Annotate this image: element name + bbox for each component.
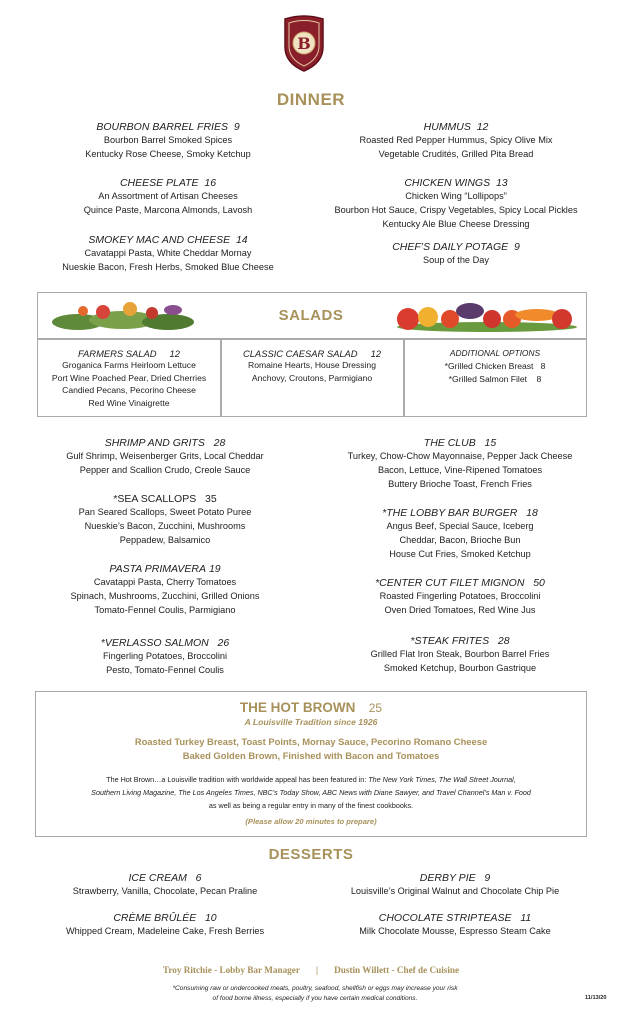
item-name: CHEESE PLATE — [119, 177, 199, 189]
option-line: *Grilled Chicken Breast 8 — [444, 361, 546, 371]
item-desc: Port Wine Poached Pear, Dried Cherries — [51, 372, 207, 383]
hot-brown-heading — [35, 699, 587, 717]
desserts-title: DESSERTS — [268, 846, 354, 863]
mains-left-column — [20, 437, 310, 677]
dinner-left-column — [28, 121, 308, 274]
item-name: ICE CREAM — [128, 872, 187, 884]
hot-brown-description — [40, 773, 582, 812]
desc-text: The New York Times, The Wall Street Journal, — [368, 775, 516, 784]
item-desc: Grilled Flat Iron Steak, Bourbon Barrel Fries — [370, 649, 550, 659]
item-price: 12 — [476, 121, 489, 133]
menu-item — [28, 177, 308, 234]
item-name: SMOKEY MAC AND CHEESE — [88, 234, 231, 246]
item-desc: Groganica Farms Heirloom Lettuce — [62, 360, 196, 370]
print-date: 11/13/20 — [585, 995, 607, 1001]
salad-item — [38, 348, 220, 409]
menu-item — [316, 121, 596, 177]
menu-item — [20, 912, 310, 938]
item-name: *STEAK FRITES — [410, 635, 490, 647]
disclaimer-line: of food borne illness, especially if you have certain medical conditions. — [212, 995, 418, 1002]
hot-brown-line: Baked Golden Brown, Finished with Bacon and Tomatoes — [182, 750, 440, 761]
item-desc: Spinach, Mushrooms, Zucchini, Grilled Onions — [70, 591, 260, 601]
item-desc: Cavatappi Pasta, White Cheddar Mornay — [84, 248, 252, 258]
item-price: 16 — [204, 177, 217, 189]
desc-text: The Hot Brown…a Louisville tradition with worldwide appeal has been featured in: — [106, 775, 369, 784]
disclaimer — [100, 984, 530, 1004]
menu-item — [20, 872, 310, 912]
crest-logo — [281, 13, 327, 73]
item-price: 19 — [208, 563, 221, 575]
item-desc: Kentucky Ale Blue Cheese Dressing — [382, 219, 530, 229]
option-line: *Grilled Salmon Filet 8 — [448, 373, 542, 384]
item-name: CLASSIC CAESAR SALAD — [242, 348, 358, 359]
menu-item — [310, 577, 610, 635]
item-desc: Bourbon Barrel Smoked Spices — [103, 135, 233, 145]
menu-item — [20, 493, 310, 563]
item-name: SHRIMP AND GRITS — [104, 437, 205, 449]
item-name: CHEF’S DAILY POTAGE — [392, 241, 509, 253]
item-name: CRÈME BRÛLÉE — [113, 912, 197, 924]
item-desc: Smoked Ketchup, Bourbon Gastrique — [383, 663, 537, 673]
item-desc: Louisville’s Original Walnut and Chocolate Chip Pie — [350, 886, 560, 896]
item-name: *SEA SCALLOPS — [113, 493, 197, 505]
vegetables-left-image — [48, 296, 198, 334]
desserts-right-column — [310, 872, 600, 938]
item-desc: Pan Seared Scallops, Sweet Potato Puree — [78, 507, 252, 517]
menu-item — [310, 507, 610, 577]
staff-line — [0, 965, 622, 975]
dinner-right-column — [316, 121, 596, 267]
menu-item — [28, 234, 308, 274]
item-desc: Bourbon Hot Sauce, Crispy Vegetables, Spicy Local Pickles — [334, 205, 578, 215]
chef-credit: Dustin Willett - Chef de Cuisine — [334, 965, 460, 975]
item-desc: Vegetable Crudités, Grilled Pita Bread — [378, 149, 534, 159]
disclaimer-line: *Consuming raw or undercooked meats, poultry, seafood, shellfish or eggs may increase your risk — [172, 985, 458, 992]
desc-text: as well as being a regular entry in many of the finest cookbooks. — [208, 801, 414, 810]
item-name: THE CLUB — [423, 437, 476, 449]
dinner-title: DINNER — [276, 90, 346, 109]
item-desc: Oven Dried Tomatoes, Red Wine Jus — [384, 605, 536, 615]
item-desc: Anchovy, Croutons, Parmigiano — [251, 372, 373, 383]
item-desc: Gulf Shrimp, Weisenberger Grits, Local Cheddar — [66, 451, 264, 461]
item-name: *CENTER CUT FILET MIGNON — [375, 577, 525, 589]
item-price: 35 — [204, 493, 217, 505]
item-desc: Nueskie’s Bacon, Zucchini, Mushrooms — [84, 521, 246, 531]
hot-brown-title: THE HOT BROWN — [239, 700, 356, 715]
item-desc: Cheddar, Bacon, Brioche Bun — [399, 535, 521, 545]
item-name: DERBY PIE — [419, 872, 476, 884]
item-desc: Milk Chocolate Mousse, Espresso Steam Cake — [359, 926, 551, 936]
hot-brown-note: (Please allow 20 minutes to prepare) — [245, 817, 377, 826]
item-price: 12 — [370, 348, 382, 359]
hot-brown-subtitle: A Louisville Tradition since 1926 — [244, 717, 378, 727]
item-desc: Whipped Cream, Madeleine Cake, Fresh Berries — [65, 926, 265, 936]
menu-item — [310, 872, 600, 912]
item-name: BOURBON BARREL FRIES — [96, 121, 228, 133]
manager-credit: Troy Ritchie - Lobby Bar Manager — [162, 965, 300, 975]
options-title: ADDITIONAL OPTIONS — [449, 348, 541, 358]
item-price: 18 — [526, 507, 538, 519]
item-desc: Soup of the Day — [423, 255, 489, 265]
item-desc: Buttery Brioche Toast, French Fries — [388, 479, 532, 489]
desserts-left-column — [20, 872, 310, 938]
menu-item — [20, 437, 310, 493]
item-desc: Fingerling Potatoes, Broccolini — [102, 651, 228, 661]
menu-item — [316, 177, 596, 241]
item-desc: Turkey, Chow-Chow Mayonnaise, Pepper Jack Cheese — [347, 451, 573, 461]
desc-text: Southern Living Magazine, The Los Angeles Times, NBC’s Today Show, ABC News with Diane Sawyer, and Travel Channel’s Man v. Food — [91, 788, 531, 797]
svg-text:B: B — [297, 34, 311, 53]
salad-options — [404, 348, 586, 385]
item-price: 9 — [484, 872, 491, 884]
item-desc: Candied Pecans, Pecorino Cheese — [62, 385, 196, 395]
item-price: 28 — [213, 437, 226, 449]
item-desc: Nueskie Bacon, Fresh Herbs, Smoked Blue Cheese — [62, 262, 274, 272]
item-price: 9 — [233, 121, 240, 133]
item-price: 10 — [204, 912, 217, 924]
item-price: 14 — [235, 234, 248, 246]
item-desc: Bacon, Lettuce, Vine-Ripened Tomatoes — [377, 465, 543, 475]
item-desc: Roasted Red Pepper Hummus, Spicy Olive Mix — [359, 135, 553, 145]
item-desc: An Assortment of Artisan Cheeses — [98, 191, 238, 201]
item-desc: Pesto, Tomato-Fennel Coulis — [106, 665, 224, 675]
item-desc: Angus Beef, Special Sauce, Iceberg — [386, 521, 534, 531]
item-name: PASTA PRIMAVERA — [109, 563, 207, 575]
item-desc: Strawberry, Vanilla, Chocolate, Pecan Praline — [72, 886, 258, 896]
item-desc: House Cut Fries, Smoked Ketchup — [389, 549, 531, 559]
item-name: *THE LOBBY BAR BURGER — [382, 507, 518, 519]
menu-item — [310, 635, 610, 675]
item-price: 11 — [520, 912, 532, 924]
item-price: 13 — [495, 177, 508, 189]
menu-item — [20, 563, 310, 637]
salad-item — [221, 348, 403, 384]
separator: | — [316, 965, 319, 975]
menu-item — [310, 437, 610, 507]
item-desc: Kentucky Rose Cheese, Smoky Ketchup — [85, 149, 251, 159]
item-name: CHOCOLATE STRIPTEASE — [378, 912, 512, 924]
hot-brown-price: 25 — [368, 701, 383, 715]
menu-item — [310, 912, 600, 938]
item-price: 9 — [513, 241, 520, 253]
item-price: 15 — [484, 437, 497, 449]
item-desc: Cavatappi Pasta, Cherry Tomatoes — [93, 577, 237, 587]
item-desc: Quince Paste, Marcona Almonds, Lavosh — [83, 205, 253, 215]
item-name: *VERLASSO SALMON — [100, 637, 209, 649]
item-desc: Romaine Hearts, House Dressing — [247, 360, 376, 370]
item-desc: Roasted Fingerling Potatoes, Broccolini — [379, 591, 541, 601]
item-name: CHICKEN WINGS — [404, 177, 491, 189]
hot-brown-line: Roasted Turkey Breast, Toast Points, Mornay Sauce, Pecorino Romano Cheese — [134, 736, 488, 747]
item-desc: Red Wine Vinaigrette — [88, 397, 170, 408]
menu-item — [20, 637, 310, 677]
menu-item — [28, 121, 308, 177]
item-price: 26 — [217, 637, 230, 649]
item-price: 12 — [169, 348, 180, 359]
item-name: HUMMUS — [423, 121, 471, 133]
mains-right-column — [310, 437, 610, 675]
item-price: 6 — [195, 872, 202, 884]
item-name: FARMERS SALAD — [78, 348, 157, 359]
item-price: 50 — [533, 577, 545, 589]
item-price: 28 — [497, 635, 510, 647]
salads-title: SALADS — [278, 307, 344, 324]
menu-item — [316, 241, 596, 267]
item-desc: Tomato-Fennel Coulis, Parmigiano — [94, 605, 236, 615]
item-desc: Peppadew, Balsamico — [119, 535, 211, 545]
vegetables-right-image — [392, 297, 582, 333]
item-desc: Chicken Wing “Lollipops” — [405, 191, 507, 201]
item-desc: Pepper and Scallion Crudo, Creole Sauce — [79, 465, 251, 475]
